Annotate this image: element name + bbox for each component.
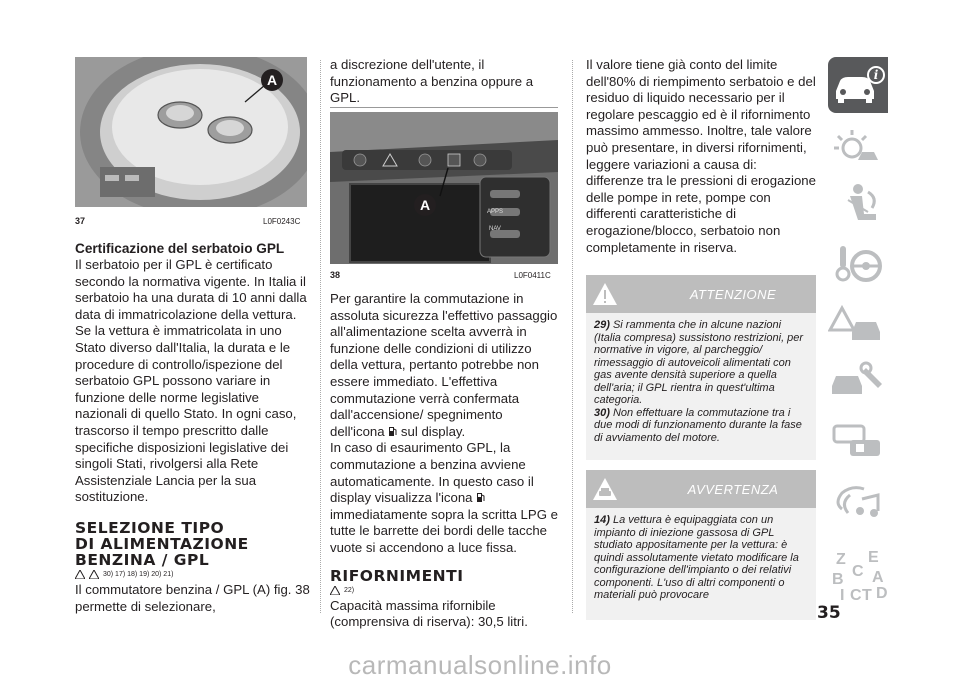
svg-text:D: D [876, 585, 888, 602]
page-number: 35 [817, 603, 841, 623]
item-text: La vettura è equipaggiata con un impianto di iniezione gassosa di GPL studiato appositamente per la vettura: è quindi assolutamente vietato modificare la configurazione dell'impianto o dei relativi componenti. L'uso di altri componenti o materiali può provocare [594, 514, 799, 601]
figure-38-top-rule [330, 107, 558, 108]
svg-text:A: A [872, 569, 884, 586]
avvertenza-item-14 [594, 514, 808, 602]
svg-text:B: B [832, 571, 844, 588]
lpg-tank-certification-text: Il serbatoio per il GPL è certificato secondo la normativa vigente. In Italia il serbatoio ha una durata di 10 anni dalla data di immatricolazione della vettura. Se la vettura è immatricolata in uno Stato diverso dall'Italia, la durata e le procedure di controllo/ispezione del serbatoio GPL possono variare in funzione delle norme legislative nazionali di quello Stato. In ogni caso, trascorso il tempo prescritto dalle specifiche disposizioni legislative dei singoli Stati, rivolgersi alla Rete Assistenziale Lancia per la sua sostituzione. [75, 257, 307, 505]
section-title-line-3: BENZINA / GPL [75, 550, 210, 569]
switching-text-part-1: Per garantire la commutazione in assoluta sicurezza l'effettivo passaggio all'alimentazione scelta avverrà in funzione delle condizioni di utilizzo della vettura, pertanto potrebbe non essere immediato. L'effettiva commutazione verrà confermata dall'accensione/ spegnimento dell'icona [330, 291, 558, 439]
car-warning-icon [592, 477, 618, 501]
caution-triangle-icon [330, 586, 340, 595]
switching-text-part-2: sul display. [400, 423, 466, 439]
apps-button-label: APPS [487, 209, 504, 215]
avvertenza-header [586, 470, 816, 508]
lpg-tank-certification-heading: Certificazione del serbatoio GPL [75, 241, 285, 256]
sidebar-tab-car-info[interactable] [828, 57, 888, 113]
lpg-pump-icon [388, 426, 397, 437]
callout-a-badge: A [414, 194, 436, 216]
svg-text:C: C [850, 587, 862, 604]
airbag-seat-icon [828, 180, 888, 230]
nav-button-label: NAV [489, 226, 501, 232]
attenzione-header [586, 275, 816, 313]
fuel-selection-continued-text: a discrezione dell'utente, il funzionamento a benzina oppure a GPL. [330, 57, 534, 106]
avvertenza-body [586, 508, 816, 608]
key-steering-icon [828, 240, 888, 290]
section-title-line-1: SELEZIONE TIPO [75, 518, 225, 537]
capacity-explanation-text: Il valore tiene già conto del limite dell'80% di riempimento serbatoio e del residuo di liquido necessario per il regolare pescaggio ed è il rifornimento massimo ammesso. Inoltre, tale valore può presentare, in diversi rifornimenti, leggere variazioni a causa di: differenze tra le pressioni di erogazione delle pompe in rete, pompe con differenti caratteristiche di erogazione/blocco, serbatoio non completamente in riserva. [586, 57, 816, 255]
sidebar-tab-index[interactable] [828, 548, 888, 606]
specs-icon [828, 414, 888, 464]
item-number: 14) [594, 514, 610, 526]
warning-car-icon [828, 298, 888, 348]
caution-triangle-icon [89, 570, 99, 579]
attenzione-body [586, 313, 816, 450]
sidebar-tab-starting-driving[interactable] [828, 240, 888, 290]
svg-text:E: E [868, 549, 879, 566]
svg-text:C: C [852, 563, 864, 580]
column-separator [572, 60, 573, 613]
figure-38-number: 38 [330, 270, 341, 280]
sidebar-tab-technical-data[interactable] [828, 414, 888, 464]
sidebar-tab-multimedia[interactable] [828, 475, 888, 525]
callout-a-badge: A [261, 69, 283, 91]
refueling-references [330, 584, 560, 598]
refueling-section-title: RIFORNIMENTI [330, 566, 464, 585]
exhaustion-text-part-1: In caso di esaurimento GPL, la commutazione a benzina avviene automaticamente. In questo caso il display visualizza l'icona [330, 440, 534, 506]
column-separator [320, 60, 321, 613]
section-title-line-2: DI ALIMENTAZIONE [75, 534, 249, 553]
item-text: Non effettuare la commutazione tra i due modi di funzionamento durante la fase di avviamento del motore. [594, 406, 802, 444]
column-3 [586, 57, 816, 256]
svg-text:T: T [862, 587, 872, 604]
car-maintenance-icon [828, 356, 888, 406]
figure-37-code: L0F0243C [263, 217, 301, 226]
max-capacity-text: Capacità massima rifornibile (comprensiva di riserva): 30,5 litri. [330, 597, 528, 630]
figure-37-image [75, 57, 307, 207]
multimedia-icon [828, 475, 888, 525]
attenzione-item-30 [594, 407, 808, 445]
warning-triangle-icon [75, 570, 85, 579]
figure-38-code: L0F0411C [514, 271, 551, 280]
exhaustion-text-part-2: immediatamente sopra la scritta LPG e tutte le barrette dei bordi delle tacche vuote si accendono a luce fissa. [330, 506, 558, 555]
sidebar-tab-emergency[interactable] [828, 298, 888, 348]
item-number: 29) [594, 319, 610, 331]
fuel-selection-section-title [75, 520, 311, 568]
figure-38-image [330, 112, 558, 264]
index-icon [828, 548, 888, 606]
column-2 [330, 57, 560, 107]
avvertenza-title: AVVERTENZA [687, 482, 779, 497]
column-1 [75, 240, 311, 615]
attenzione-box [586, 275, 816, 460]
item-number: 30) [594, 406, 610, 419]
reference-numbers: 22) [344, 587, 355, 594]
sidebar-tab-safety[interactable] [828, 180, 888, 230]
fuel-pump-icon [476, 492, 485, 503]
avvertenza-box [586, 470, 816, 620]
warning-triangle-icon [592, 282, 618, 306]
car-info-icon [828, 57, 888, 113]
column-2-lower [330, 291, 560, 631]
figure-37-number: 37 [75, 216, 86, 226]
svg-text:I: I [840, 587, 845, 604]
svg-text:i: i [873, 68, 879, 82]
lpg-exhaustion-text [330, 440, 560, 556]
fuel-selector-intro-text: Il commutatore benzina / GPL (A) fig. 38 permette di selezionare, [75, 581, 310, 614]
svg-text:Z: Z [836, 551, 846, 568]
attenzione-title: ATTENZIONE [689, 287, 777, 302]
dashboard-lights-icon [828, 122, 888, 172]
fuel-selection-references [75, 568, 311, 582]
dashboard-switch-illustration [330, 112, 558, 264]
item-text: Si rammenta che in alcune nazioni (Italia compresa) sussistono restrizioni, per normative in vigore, al parcheggio/ rimessaggio di autoveicoli alimentati con gas avente densità superiore a quella dell'aria; il GPL rientra in quest'ultima categoria. [594, 319, 804, 406]
attenzione-item-29 [594, 319, 808, 407]
sidebar-tab-maintenance[interactable] [828, 356, 888, 406]
switching-confirmation-text [330, 291, 560, 440]
reference-numbers: 30) 17) 18) 19) 20) 21) [103, 571, 174, 579]
watermark: carmanualsonline.info [348, 650, 612, 680]
sidebar-tab-dashboard-lights[interactable] [828, 122, 888, 172]
